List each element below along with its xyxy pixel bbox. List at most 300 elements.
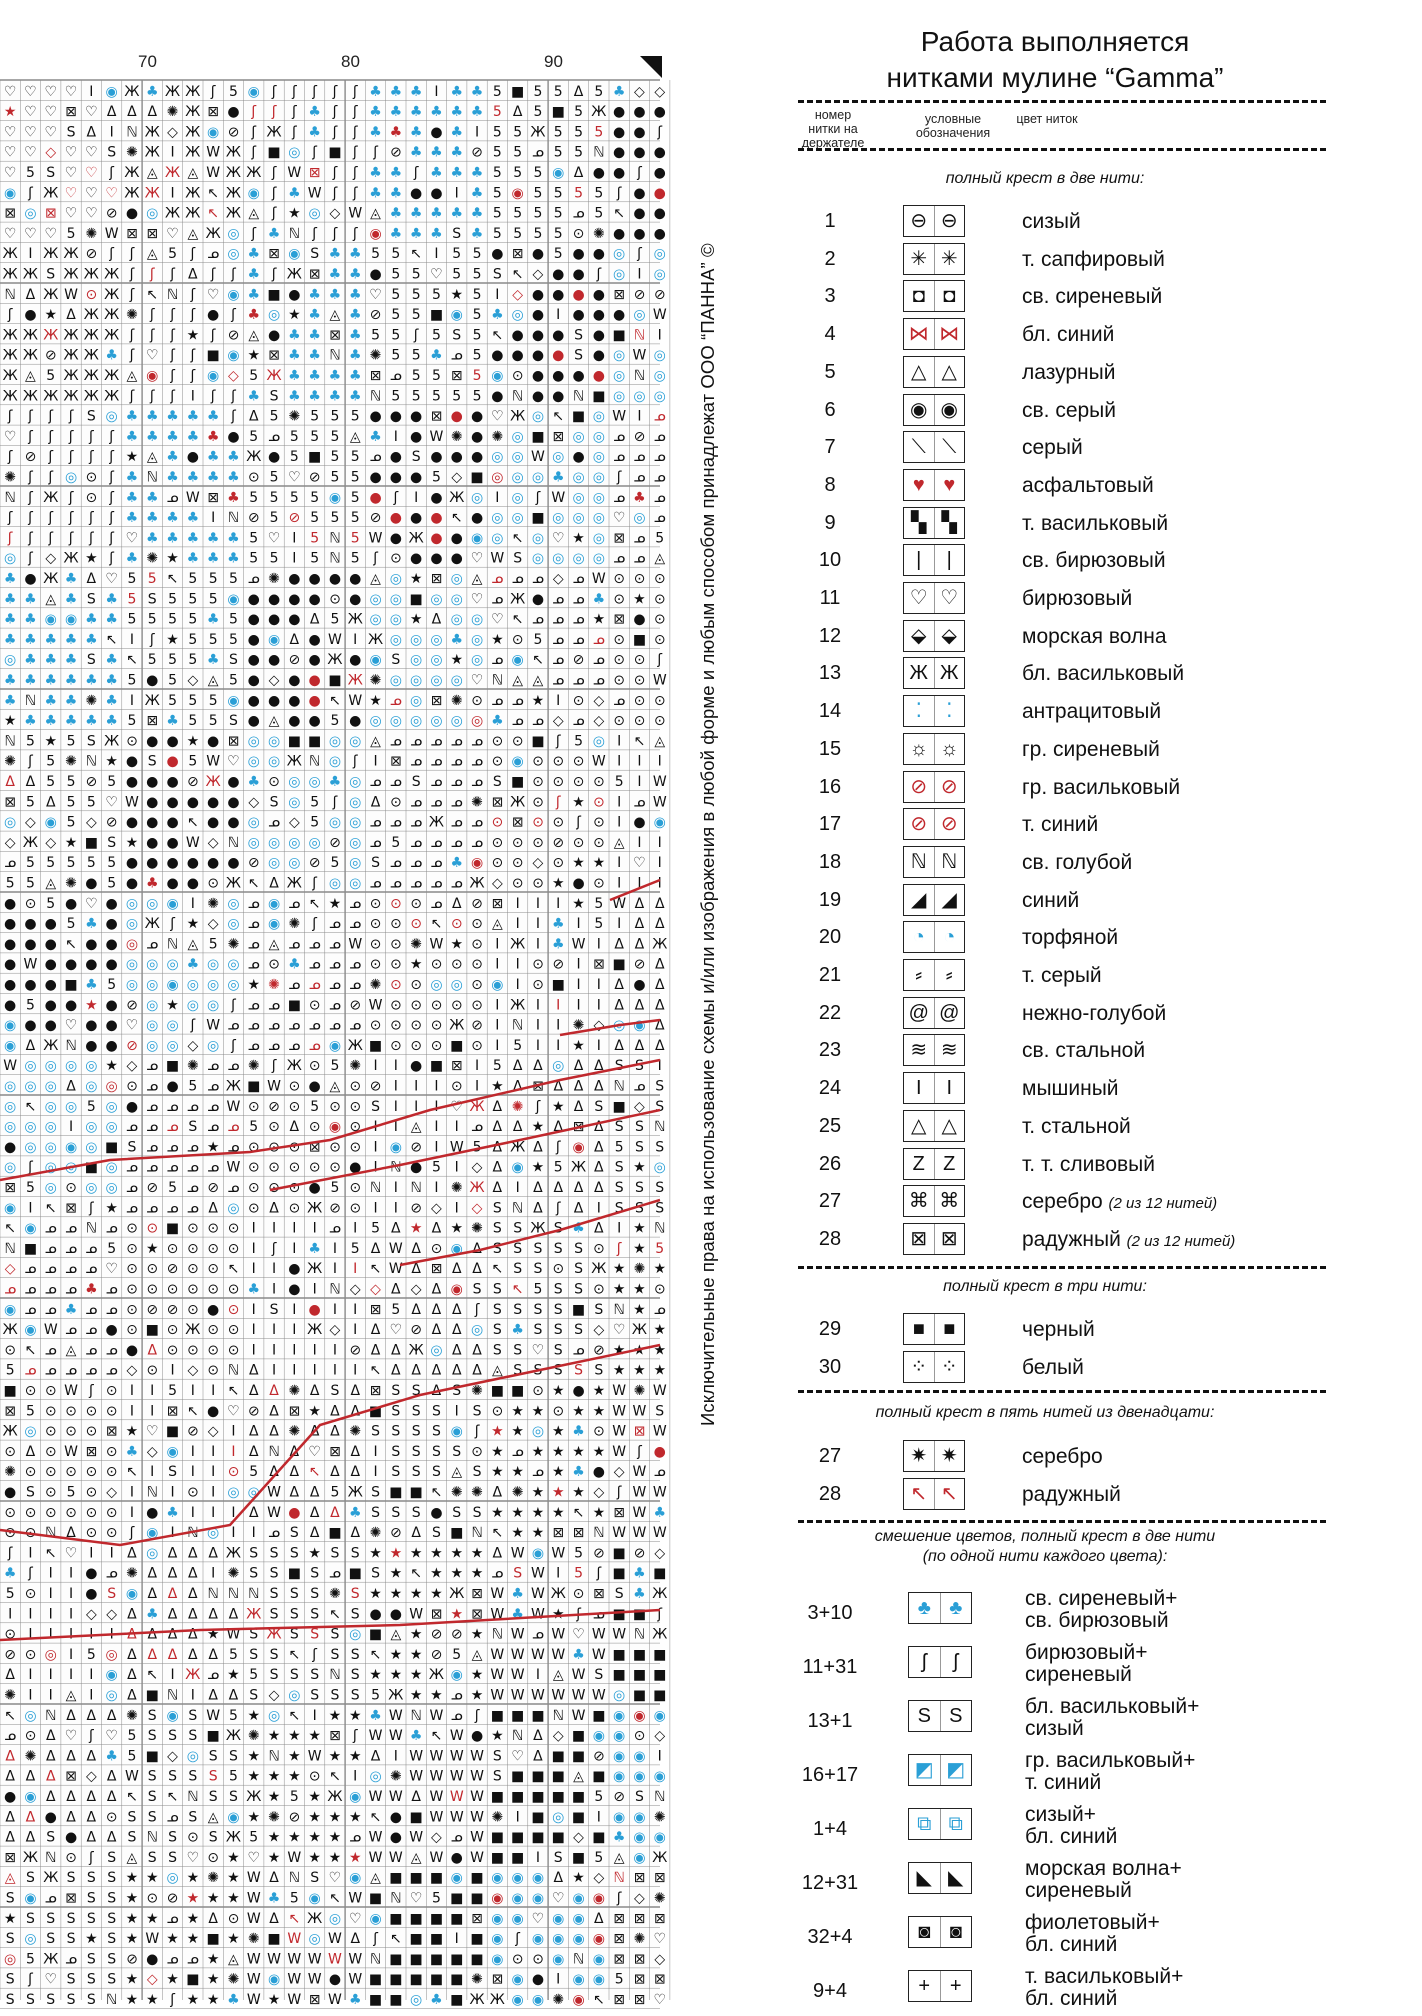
stitch-cell: S (46, 1931, 55, 1947)
stitch-cell: 5 (188, 571, 197, 587)
stitch-cell: ♣ (227, 1992, 240, 2008)
stitch-cell: ♣ (85, 977, 98, 993)
stitch-cell: ⊙ (167, 1342, 179, 1358)
stitch-cell: W (592, 1647, 606, 1663)
legend-row (780, 582, 1340, 616)
stitch-cell: S (452, 327, 461, 343)
stitch-cell: ◎ (390, 673, 402, 689)
stitch-cell: ◎ (4, 1079, 16, 1095)
stitch-cell: ⊠ (207, 490, 219, 506)
stitch-cell: ♣ (247, 246, 260, 262)
legend-mix-row (780, 1588, 1340, 1638)
stitch-cell: ♣ (349, 348, 362, 364)
stitch-cell: ⊙ (65, 1464, 77, 1480)
stitch-cell: 5 (26, 1403, 35, 1419)
stitch-cell: ʃ (230, 388, 236, 404)
stitch-cell: ◎ (532, 1424, 544, 1440)
stitch-cell: Δ (46, 1769, 56, 1785)
stitch-cell: ★ (511, 1525, 524, 1541)
stitch-cell: ⊠ (370, 1383, 382, 1399)
stitch-cell: ★ (187, 327, 200, 343)
stitch-symbol-icon (903, 582, 965, 614)
stitch-cell: S (351, 1667, 360, 1683)
stitch-cell: ◇ (86, 1606, 97, 1622)
stitch-cell: Δ (66, 1079, 76, 1095)
stitch-cell: ᓄ (309, 977, 321, 993)
stitch-cell: ↖ (329, 693, 341, 709)
stitch-cell: Δ (574, 1099, 584, 1115)
thread-color-name (1022, 285, 1162, 309)
stitch-cell: I (191, 1464, 195, 1480)
stitch-cell: Ж (429, 815, 444, 831)
stitch-cell: ● (593, 246, 605, 262)
stitch-cell: ♣ (227, 551, 240, 567)
stitch-cell: Ж (64, 348, 79, 364)
stitch-cell: ⊙ (593, 815, 605, 831)
stitch-cell: ᓄ (329, 977, 341, 993)
stitch-cell: Δ (452, 1363, 462, 1379)
thread-color-name (1022, 1153, 1155, 1177)
stitch-cell: Ж (510, 1139, 525, 1155)
stitch-cell: S (209, 1748, 218, 1764)
stitch-cell: ◉ (329, 490, 341, 506)
stitch-cell: W (247, 1870, 261, 1886)
stitch-cell: ◎ (45, 1139, 57, 1155)
stitch-cell: ♡ (65, 1728, 78, 1744)
stitch-cell: I (434, 1139, 438, 1155)
stitch-cell: ✺ (85, 693, 97, 709)
stitch-cell: W (511, 1688, 525, 1704)
symbol-left: ◩ (909, 1755, 941, 1785)
symbol-right: ◢ (935, 885, 965, 915)
stitch-cell: ● (593, 287, 605, 303)
stitch-cell: ʃ (108, 429, 114, 445)
stitch-cell: ◎ (45, 1160, 57, 1176)
stitch-cell: ᓄ (370, 835, 382, 851)
stitch-cell: Δ (87, 1789, 97, 1805)
stitch-cell: ■ (389, 1951, 402, 1967)
stitch-cell: Δ (432, 1383, 442, 1399)
stitch-cell: W (531, 1586, 545, 1602)
stitch-cell: ◎ (4, 815, 16, 831)
stitch-cell: ʃ (189, 307, 195, 323)
stitch-cell: ♣ (126, 510, 139, 526)
stitch-cell: Ж (226, 145, 241, 161)
stitch-cell: Δ (635, 936, 645, 952)
stitch-cell: ♣ (126, 429, 139, 445)
stitch-cell: ★ (390, 1566, 403, 1582)
stitch-cell: W (653, 1485, 667, 1501)
stitch-cell: 5 (493, 226, 502, 242)
stitch-cell: ● (572, 246, 584, 262)
stitch-cell: ◎ (572, 510, 584, 526)
stitch-cell: ♡ (207, 287, 220, 303)
stitch-cell: ⊙ (228, 1302, 240, 1318)
stitch-cell: ᓄ (288, 1038, 300, 1054)
stitch-cell: Δ (208, 1911, 218, 1927)
stitch-cell: S (574, 1261, 583, 1277)
stitch-cell: ⊙ (512, 835, 524, 851)
stitch-cell: I (231, 1424, 235, 1440)
stitch-cell: ■ (267, 287, 280, 303)
stitch-cell: 5 (209, 571, 218, 587)
stitch-cell: ⊙ (329, 591, 341, 607)
thread-color-name (1022, 851, 1132, 875)
stitch-cell: W (592, 571, 606, 587)
stitch-cell: ℕ (329, 1667, 340, 1683)
stitch-cell: ᓄ (227, 1119, 239, 1135)
stitch-cell: ■ (572, 1789, 585, 1805)
stitch-cell: ᓄ (248, 997, 260, 1013)
stitch-cell: ■ (613, 1566, 626, 1582)
symbol-right: ⟍ (935, 432, 965, 462)
stitch-cell: 5 (290, 490, 299, 506)
stitch-cell: ♣ (187, 409, 200, 425)
stitch-cell: ʃ (271, 84, 277, 100)
stitch-cell: ● (633, 612, 645, 628)
stitch-cell: 5 (229, 1769, 238, 1785)
stitch-cell: S (432, 1424, 441, 1440)
stitch-cell: 5 (554, 1160, 563, 1176)
stitch-cell: ● (430, 510, 442, 526)
stitch-cell: ★ (572, 1403, 585, 1419)
stitch-cell: S (270, 1545, 279, 1561)
stitch-cell: ● (248, 673, 260, 689)
stitch-cell: W (206, 1708, 220, 1724)
symbol-right: ✷ (935, 1441, 965, 1471)
stitch-cell: ● (207, 733, 219, 749)
stitch-cell: ★ (450, 1221, 463, 1237)
stitch-cell: S (188, 1728, 197, 1744)
stitch-cell: Δ (513, 1058, 523, 1074)
stitch-cell: ◎ (491, 530, 503, 546)
stitch-cell: I (658, 754, 662, 770)
stitch-cell: Δ (229, 1688, 239, 1704)
stitch-cell: S (391, 1444, 400, 1460)
stitch-cell: ᓄ (24, 1302, 36, 1318)
stitch-cell: ● (24, 977, 36, 993)
stitch-cell: W (511, 1667, 525, 1683)
stitch-cell: ◇ (654, 1951, 665, 1967)
stitch-cell: ◬ (4, 1870, 16, 1886)
stitch-cell: S (493, 1322, 502, 1338)
stitch-cell: Ж (185, 1322, 200, 1338)
stitch-cell: ♣ (85, 632, 98, 648)
stitch-cell: ⊙ (532, 1951, 544, 1967)
stitch-cell: ⊙ (512, 632, 524, 648)
stitch-cell: ᓄ (471, 754, 483, 770)
stitch-cell: ᓄ (633, 794, 645, 810)
stitch-cell: ★ (247, 1809, 260, 1825)
stitch-cell: Δ (655, 977, 665, 993)
stitch-cell: ● (309, 571, 321, 587)
symbol-right: I (935, 1073, 965, 1103)
stitch-cell: ✺ (370, 673, 382, 689)
stitch-cell: ℕ (573, 1951, 584, 1967)
stitch-cell: S (67, 1870, 76, 1886)
stitch-cell: ⊙ (634, 713, 646, 729)
stitch-cell: ⊘ (228, 327, 240, 343)
stitch-cell: ♣ (44, 673, 57, 689)
stitch-cell: ◇ (553, 1728, 564, 1744)
stitch-cell: ✺ (248, 1058, 260, 1074)
stitch-cell: 5 (473, 267, 482, 283)
stitch-cell: ⊙ (187, 1241, 199, 1257)
stitch-cell: ✺ (512, 1099, 524, 1115)
stitch-cell: I (252, 1241, 256, 1257)
stitch-cell: W (633, 1403, 647, 1419)
stitch-cell: ◉ (593, 1891, 605, 1907)
stitch-cell: ◉ (451, 1424, 463, 1440)
stitch-cell: ◎ (288, 855, 300, 871)
stitch-cell: 5 (46, 774, 55, 790)
stitch-cell: ♣ (24, 632, 37, 648)
stitch-cell: ♣ (450, 124, 463, 140)
symbol-left: ◘ (904, 281, 935, 311)
stitch-cell: ♣ (430, 145, 443, 161)
stitch-cell: I (89, 84, 93, 100)
stitch-cell: ʃ (129, 388, 135, 404)
stitch-cell: ʃ (636, 1444, 642, 1460)
stitch-cell: I (292, 1322, 296, 1338)
stitch-cell: ◎ (207, 1525, 219, 1541)
stitch-cell: I (333, 1342, 337, 1358)
stitch-cell: ⊙ (268, 774, 280, 790)
stitch-cell: S (188, 1119, 197, 1135)
stitch-cell: ✺ (268, 571, 280, 587)
stitch-cell: ᓄ (167, 1809, 179, 1825)
stitch-cell: ℕ (147, 1830, 158, 1846)
stitch-cell: ⊘ (410, 1322, 422, 1338)
stitch-cell: ᓄ (45, 1342, 57, 1358)
stitch-cell: ★ (247, 1708, 260, 1724)
stitch-cell: Δ (26, 1444, 36, 1460)
stitch-cell: ✺ (248, 1931, 260, 1947)
stitch-cell: S (270, 1586, 279, 1602)
stitch-cell: ◇ (492, 876, 503, 892)
stitch-cell: Δ (127, 1627, 137, 1643)
stitch-cell: I (292, 1302, 296, 1318)
stitch-cell: ■ (430, 1911, 443, 1927)
stitch-cell: 5 (168, 246, 177, 262)
stitch-cell: ◎ (329, 754, 341, 770)
stitch-cell: ♣ (349, 1992, 362, 2008)
stitch-cell: ʃ (189, 1018, 195, 1034)
stitch-cell: ʃ (68, 530, 74, 546)
stitch-cell: ♣ (491, 307, 504, 323)
stitch-cell: 5 (432, 327, 441, 343)
stitch-cell: Ж (226, 165, 241, 181)
stitch-cell: ᓄ (370, 449, 382, 465)
stitch-cell: W (430, 1769, 444, 1785)
stitch-cell: 5 (107, 774, 116, 790)
stitch-cell: ↖ (370, 1363, 382, 1379)
stitch-cell: ♡ (65, 145, 78, 161)
stitch-cell: 5 (554, 84, 563, 100)
stitch-cell: ♣ (430, 226, 443, 242)
stitch-cell: ◎ (4, 1160, 16, 1176)
chart-grid (0, 0, 664, 2000)
symbol-right: ◩ (941, 1755, 972, 1785)
stitch-cell: Δ (87, 1708, 97, 1724)
stitch-cell: ᓄ (248, 916, 260, 932)
stitch-cell: ★ (126, 1891, 139, 1907)
stitch-cell: Δ (574, 1180, 584, 1196)
stitch-cell: ✺ (573, 1018, 585, 1034)
thread-number: 20 (780, 926, 880, 949)
stitch-cell: ■ (369, 1972, 382, 1988)
stitch-cell: W (633, 1525, 647, 1541)
stitch-cell: ⊙ (593, 1241, 605, 1257)
stitch-cell: ● (309, 713, 321, 729)
stitch-cell: ◎ (106, 1180, 118, 1196)
symbol-right: ◙ (941, 1917, 972, 1947)
stitch-cell: W (490, 1586, 504, 1602)
stitch-cell: ■ (410, 1972, 423, 1988)
stitch-cell: 5 (412, 348, 421, 364)
stitch-cell: 5 (107, 876, 116, 892)
stitch-cell: ᓄ (329, 936, 341, 952)
stitch-cell: ⊙ (552, 754, 564, 770)
stitch-cell: ↖ (106, 632, 118, 648)
stitch-cell: S (371, 1505, 380, 1521)
symbol-left: + (909, 1971, 941, 2001)
stitch-cell: ◎ (4, 1099, 16, 1115)
thread-number: 13 (780, 662, 880, 685)
stitch-cell: ■ (247, 1079, 260, 1095)
stitch-cell: ⊙ (85, 287, 97, 303)
stitch-cell: S (452, 1444, 461, 1460)
stitch-cell: ● (512, 327, 524, 343)
stitch-cell: ᓄ (532, 145, 544, 161)
stitch-cell: 5 (87, 1647, 96, 1663)
stitch-cell: ◉ (633, 1708, 645, 1724)
stitch-cell: ◎ (512, 510, 524, 526)
stitch-cell: ♣ (491, 713, 504, 729)
stitch-cell: ♣ (146, 429, 159, 445)
stitch-cell: 5 (574, 1566, 583, 1582)
stitch-cell: ⊠ (390, 754, 402, 770)
stitch-cell: ᓄ (593, 632, 605, 648)
stitch-cell: I (373, 754, 377, 770)
stitch-cell: I (556, 1566, 560, 1582)
stitch-cell: ♡ (653, 1931, 666, 1947)
symbol-left: ▚ (904, 508, 935, 538)
symbol-right: ◉ (935, 395, 965, 425)
stitch-cell: S (87, 1972, 96, 1988)
stitch-cell: 5 (249, 1830, 258, 1846)
symbol-right: ⊠ (935, 1224, 965, 1254)
stitch-cell: S (331, 1647, 340, 1663)
stitch-cell: S (107, 1972, 116, 1988)
stitch-cell: I (394, 1180, 398, 1196)
color-name-text: св. стальной (1022, 1039, 1145, 1062)
stitch-cell: ᓄ (471, 1119, 483, 1135)
stitch-cell: W (389, 1728, 403, 1744)
stitch-cell: ★ (593, 1383, 606, 1399)
stitch-cell: Ж (652, 1850, 667, 1866)
stitch-cell: ⊙ (126, 733, 138, 749)
stitch-cell: I (536, 1018, 540, 1034)
stitch-cell: S (148, 1850, 157, 1866)
stitch-cell: ◎ (106, 409, 118, 425)
stitch-cell: Δ (452, 1261, 462, 1277)
stitch-cell: 5 (209, 632, 218, 648)
stitch-cell: ℕ (187, 1789, 198, 1805)
stitch-cell: W (227, 1627, 241, 1643)
stitch-cell: ● (430, 1505, 442, 1521)
stitch-cell: ⊙ (167, 1322, 179, 1338)
thread-number: 1 (780, 210, 880, 233)
thread-number: 23 (780, 1039, 880, 1062)
stitch-cell: I (495, 936, 499, 952)
stitch-cell: ⊙ (45, 1464, 57, 1480)
stitch-cell: ⊠ (167, 1403, 179, 1419)
stitch-cell: 5 (6, 876, 15, 892)
stitch-cell: ★ (572, 855, 585, 871)
stitch-cell: ᓄ (329, 997, 341, 1013)
stitch-cell: ♣ (166, 470, 179, 486)
stitch-cell: ● (288, 591, 300, 607)
stitch-cell: ↖ (491, 327, 503, 343)
stitch-cell: S (107, 1586, 116, 1602)
stitch-cell: ◬ (653, 551, 665, 567)
stitch-cell: ℕ (106, 1992, 117, 2008)
stitch-cell: ● (369, 409, 381, 425)
stitch-cell: ◇ (208, 835, 219, 851)
stitch-cell: ◇ (127, 1363, 138, 1379)
stitch-cell: S (534, 1241, 543, 1257)
stitch-cell: S (513, 551, 522, 567)
stitch-cell: W (612, 409, 626, 425)
color-name-text: т. синий (1022, 813, 1098, 836)
thread-number: 11 (780, 587, 880, 610)
stitch-cell: Ж (185, 145, 200, 161)
stitch-cell: ■ (64, 977, 77, 993)
stitch-cell: I (353, 1363, 357, 1379)
stitch-cell: 5 (513, 124, 522, 140)
stitch-cell: 5 (493, 145, 502, 161)
stitch-cell: ⊠ (45, 206, 57, 222)
stitch-cell: ⊙ (207, 1241, 219, 1257)
stitch-cell: ♡ (227, 1403, 240, 1419)
stitch-cell: ᓄ (654, 409, 666, 425)
stitch-cell: ◉ (552, 165, 564, 181)
stitch-cell: 5 (168, 1180, 177, 1196)
stitch-cell: 5 (310, 510, 319, 526)
stitch-cell: ◉ (45, 815, 57, 831)
stitch-cell: ◎ (410, 713, 422, 729)
stitch-cell: ᓄ (268, 997, 280, 1013)
stitch-cell: ℕ (492, 673, 503, 689)
stitch-cell: ᓄ (552, 652, 564, 668)
stitch-cell: S (310, 1688, 319, 1704)
stitch-cell: 5 (473, 368, 482, 384)
stitch-cell: ◇ (512, 287, 523, 303)
thread-color-name (1022, 1483, 1121, 1507)
stitch-cell: I (89, 1667, 93, 1683)
stitch-cell: ◇ (167, 124, 178, 140)
stitch-cell: W (369, 530, 383, 546)
stitch-cell: ◬ (410, 1119, 422, 1135)
stitch-cell: ■ (470, 1891, 483, 1907)
stitch-cell: ʃ (595, 1566, 601, 1582)
stitch-cell: I (272, 1322, 276, 1338)
stitch-cell: ◉ (654, 1708, 666, 1724)
stitch-cell: Δ (269, 1911, 279, 1927)
stitch-cell: W (348, 1972, 362, 1988)
stitch-cell: 5 (290, 449, 299, 465)
